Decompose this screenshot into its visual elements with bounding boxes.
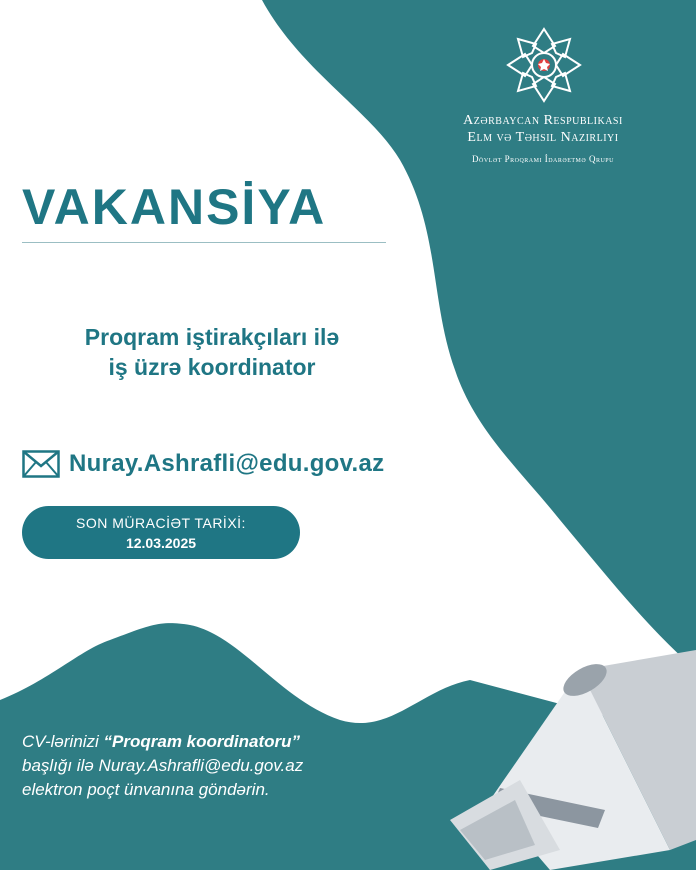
- mail-icon: [22, 450, 60, 478]
- page-title: VAKANSİYA: [22, 179, 327, 235]
- department-name: Dövlət Proqramı İdarəetmə Qrupu: [472, 154, 614, 164]
- ministry-emblem-icon: [505, 26, 583, 104]
- instructions-prefix: CV-lərinizi: [22, 732, 104, 751]
- position-line2: iş üzrə koordinator: [108, 354, 316, 380]
- instructions-line3: elektron poçt ünvanına göndərin.: [22, 780, 270, 799]
- ministry-name: [430, 112, 656, 164]
- deadline-date: 12.03.2025: [125, 535, 197, 551]
- ministry-line2: Elm və Təhsil Nazirliyi: [467, 130, 619, 145]
- application-instructions: [22, 730, 442, 802]
- megaphone-icon: [430, 650, 696, 870]
- title-divider: [22, 242, 386, 243]
- deadline-badge: [22, 506, 300, 559]
- contact-email-row: [22, 450, 384, 478]
- instructions-line2: başlığı ilə Nuray.Ashrafli@edu.gov.az: [22, 756, 304, 775]
- instructions-highlight: “Proqram koordinatoru”: [103, 732, 301, 751]
- deadline-label: SON MÜRACİƏT TARİXİ:: [76, 515, 246, 531]
- position-title: [22, 322, 402, 382]
- ministry-line1: Azərbaycan Respublikası: [463, 113, 623, 128]
- position-line1: Proqram iştirakçıları ilə: [84, 324, 340, 350]
- contact-email-link[interactable]: Nuray.Ashrafli@edu.gov.az: [69, 450, 385, 477]
